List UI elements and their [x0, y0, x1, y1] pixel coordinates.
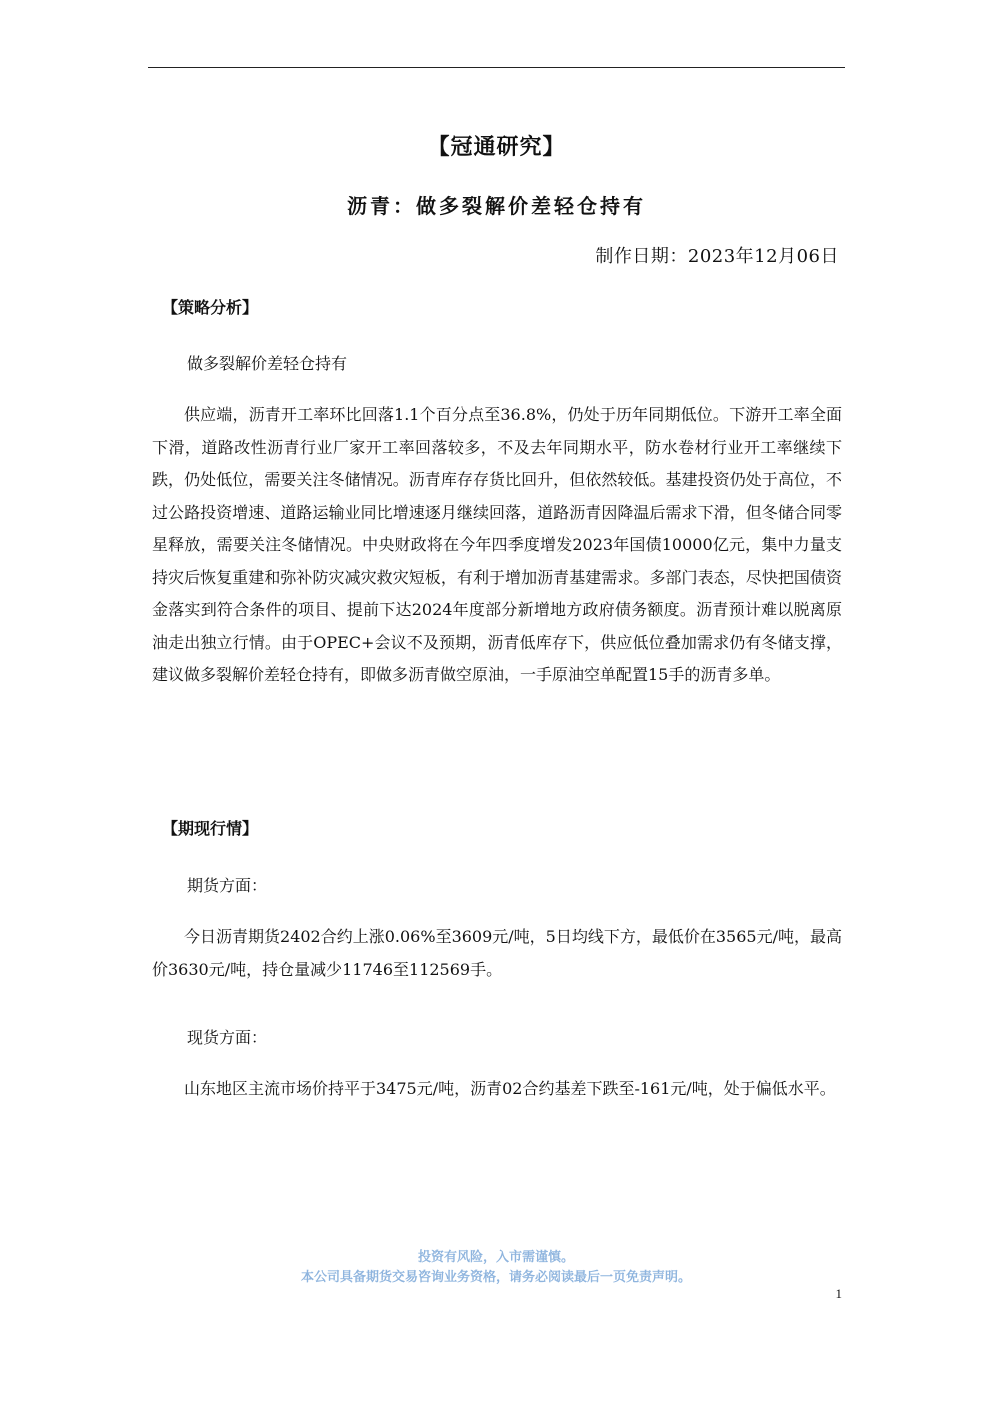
risk-notice: 投资有风险，入市需谨慎。	[417, 1250, 574, 1265]
page-number: 1	[835, 1286, 842, 1301]
brand-title: 【冠通研究】	[427, 134, 566, 160]
strategy-summary: 做多裂解价差轻仓持有	[187, 354, 348, 373]
header-rule	[148, 67, 845, 68]
futures-body: 今日沥青期货2402合约上涨0.06%至3609元/吨，5日均线下方，最低价在3565元/吨，最高价3630元/吨，持仓量减少11746至112569手。	[152, 927, 842, 979]
section-heading-strategy: 【策略分析】	[162, 298, 259, 317]
section-heading-market: 【期现行情】	[162, 819, 259, 838]
spot-label: 现货方面：	[187, 1028, 268, 1047]
strategy-body: 供应端，沥青开工率环比回落1.1个百分点至36.8%，仍处于历年同期低位。下游开工率全面下滑，道路改性沥青行业厂家开工率回落较多，不及去年同期水平，防水卷材行业开工率继续下跌，仍处低位，需要关注冬储情况。沥青库存存货比回升，但依然较低。基建投资仍处于高位，不过公路投资增速、道路运输业同比增速逐月继续回落，道路沥青因降温后需求下滑，但冬储合同零星释放，需要关注冬储情况。中央财政将在今年四季度增发2023年国债10000亿元，集中力量支持灾后恢复重建和弥补防灾减灾救灾短板，有利于增加沥青基建需求。多部门表态，尽快把国债资金落实到符合条件的项目、提前下达2024年度部分新增地方政府债务额度。沥青预计难以脱离原油走出独立行情。由于OPEC+会议不及预期，沥青低库存下，供应低位叠加需求仍有冬储支撑，建议做多裂解价差轻仓持有，即做多沥青做空原油，一手原油空单配置15手的沥青多单。	[152, 405, 842, 684]
qualification-notice: 本公司具备期货交易咨询业务资格，请务必阅读最后一页免责声明。	[300, 1270, 691, 1285]
futures-label: 期货方面：	[187, 876, 268, 895]
report-title: 沥青：做多裂解价差轻仓持有	[347, 194, 646, 218]
report-date: 制作日期：2023年12月06日	[595, 246, 839, 267]
spot-body: 山东地区主流市场价持平于3475元/吨，沥青02合约基差下跌至-161元/吨，处于偏低水平。	[184, 1079, 836, 1098]
